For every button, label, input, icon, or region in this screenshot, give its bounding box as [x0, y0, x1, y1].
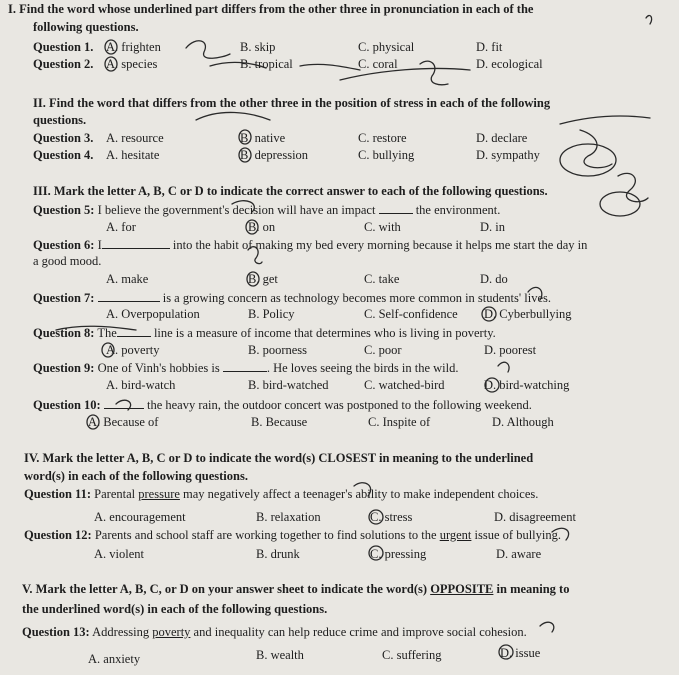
q4-option-a[interactable]: A. hesitate [106, 148, 160, 162]
q13-label: Question 13: [22, 625, 90, 639]
q1-option-a[interactable]: A. frighten [106, 40, 161, 54]
q11-option-a[interactable]: A. encouragement [94, 510, 186, 524]
section-2-heading-cont: questions. [33, 113, 87, 127]
q9-option-d[interactable]: D. bird-watching [484, 378, 570, 392]
q4-label: Question 4. [33, 148, 94, 162]
q3-option-c[interactable]: C. restore [358, 131, 407, 145]
q10-option-b[interactable]: B. Because [251, 415, 308, 429]
q6-option-c[interactable]: C. take [364, 272, 400, 286]
q3-option-d[interactable]: D. declare [476, 131, 528, 145]
q12-option-b[interactable]: B. drunk [256, 547, 300, 561]
q5-option-d[interactable]: D. in [480, 220, 505, 234]
q12-option-d[interactable]: D. aware [496, 547, 542, 561]
q3-option-a[interactable]: A. resource [106, 131, 164, 145]
scribble-q9 [498, 362, 509, 372]
q6-option-b[interactable]: B. get [248, 272, 278, 286]
stroke-right-q3 [560, 116, 650, 124]
section-4-heading-cont: word(s) in each of the following questions. [24, 469, 248, 483]
scribble-q2b [420, 61, 448, 85]
q12-stem [24, 528, 561, 543]
q3-label: Question 3. [33, 131, 94, 145]
q9-text: One of Vinh's hobbies is [97, 361, 220, 375]
q5-option-a[interactable]: A. for [106, 220, 136, 234]
q7-label: Question 7: [33, 291, 95, 305]
q8-text-end: line is a measure of income that determines who is living in poverty. [153, 326, 496, 340]
q11-option-b[interactable]: B. relaxation [256, 510, 321, 524]
q12-text: Parents and school staff are working together to find solutions to the [94, 528, 437, 542]
section-4-heading: IV. Mark the letter A, B, C or D to indicate the word(s) CLOSEST in meaning to the underlined [24, 451, 534, 465]
q10-option-a[interactable]: A. Because of [88, 415, 159, 429]
q2-option-d[interactable]: D. ecological [476, 57, 543, 71]
q10-blank[interactable] [104, 397, 144, 409]
q7-blank[interactable] [98, 290, 160, 302]
q8-label: Question 8: [33, 326, 95, 340]
q13-option-d[interactable]: D. issue [500, 646, 541, 660]
q12-option-a[interactable]: A. violent [94, 547, 144, 561]
scribble-oval-q5 [600, 192, 640, 216]
q5-text: I believe the government's decision will have an impact [97, 203, 376, 217]
section-1-heading: I. Find the word whose underlined part differs from the other three in pronunciation in each of the [8, 2, 534, 16]
section-5-heading-cont: the underlined word(s) in each of the following questions. [22, 602, 328, 616]
scribble-oval-right [560, 144, 616, 176]
q5-option-c[interactable]: C. with [364, 220, 401, 234]
q1-label: Question 1. [33, 40, 94, 54]
scribble-q4 [580, 130, 612, 168]
q10-text: the heavy rain, the outdoor concert was postponed to the following weekend. [146, 398, 532, 412]
section-1-heading-cont: following questions. [33, 20, 139, 34]
q1-option-d[interactable]: D. fit [476, 40, 503, 54]
scribble-q13 [540, 622, 554, 632]
q8-option-a[interactable]: A. poverty [106, 343, 160, 357]
q13-stem [22, 625, 527, 640]
q11-option-d[interactable]: D. disagreement [494, 510, 576, 524]
section-2-heading: II. Find the word that differs from the other three in the position of stress in each of the following [33, 96, 551, 110]
q9-text-end: . He loves seeing the birds in the wild. [266, 361, 459, 375]
q11-text-end: may negatively affect a teenager's ability to make independent choices. [183, 487, 539, 501]
q9-blank[interactable] [223, 360, 267, 372]
q7-option-c[interactable]: C. Self-confidence [364, 307, 458, 321]
q6-blank[interactable] [102, 237, 170, 249]
q4-option-c[interactable]: C. bullying [358, 148, 415, 162]
section-3-heading: III. Mark the letter A, B, C or D to indicate the correct answer to each of the following questions. [33, 184, 548, 198]
q10-option-d[interactable]: D. Although [492, 415, 554, 429]
q6-option-d[interactable]: D. do [480, 272, 508, 286]
q12-underlined-word: urgent [439, 528, 472, 542]
q10-option-c[interactable]: C. Inspite of [368, 415, 431, 429]
q10-label: Question 10: [33, 398, 101, 412]
q6-text-end: into the habit of making my bed every morning because it helps me start the day in [172, 238, 588, 252]
q11-text: Parental [94, 487, 136, 501]
q2-option-c[interactable]: C. coral [358, 57, 398, 71]
q4-option-b[interactable]: B. depression [240, 148, 309, 162]
q7-stem [33, 290, 551, 306]
q9-label: Question 9: [33, 361, 95, 375]
q8-option-c[interactable]: C. poor [364, 343, 402, 357]
q11-underlined-word: pressure [138, 487, 180, 501]
q12-option-c[interactable]: C. pressing [370, 547, 427, 561]
q6-stem [33, 237, 587, 253]
section-5-heading [22, 582, 569, 597]
q5-text-end: the environment. [415, 203, 501, 217]
q7-option-a[interactable]: A. Overpopulation [106, 307, 200, 321]
q2-option-a[interactable]: A. species [106, 57, 158, 71]
q5-label: Question 5: [33, 203, 95, 217]
q6-option-a[interactable]: A. make [106, 272, 149, 286]
q9-option-c[interactable]: C. watched-bird [364, 378, 445, 392]
q8-stem [33, 325, 496, 341]
q9-stem [33, 360, 458, 376]
scribble-q3 [196, 112, 270, 120]
scribble-q5-right [618, 173, 648, 201]
q6-label: Question 6: [33, 238, 95, 252]
q9-option-b[interactable]: B. bird-watched [248, 378, 329, 392]
scribble-q1 [186, 41, 230, 59]
q13-text-end: and inequality can help reduce crime and improve social cohesion. [193, 625, 527, 639]
q4-option-d[interactable]: D. sympathy [476, 148, 540, 162]
section-5-heading-text: V. Mark the letter A, B, C, or D on your answer sheet to indicate the word(s) [22, 582, 428, 596]
q13-option-c[interactable]: C. suffering [382, 648, 442, 662]
q10-stem [33, 397, 532, 413]
q11-option-c[interactable]: C. stress [370, 510, 413, 524]
section-5-opposite: OPPOSITE [430, 582, 494, 596]
q12-label: Question 12: [24, 528, 92, 542]
q13-underlined-word: poverty [152, 625, 191, 639]
q1-option-b[interactable]: B. skip [240, 40, 276, 54]
q13-text: Addressing [92, 625, 150, 639]
q11-label: Question 11: [24, 487, 92, 501]
q13-option-b[interactable]: B. wealth [256, 648, 304, 662]
q9-option-a[interactable]: A. bird-watch [106, 378, 176, 392]
q8-option-b[interactable]: B. poorness [248, 343, 308, 357]
section-5-heading-end: in meaning to [496, 582, 570, 596]
q5-blank[interactable] [379, 202, 413, 214]
q8-option-d[interactable]: D. poorest [484, 343, 537, 357]
q5-option-b[interactable]: B. on [248, 220, 276, 234]
scribble-top-right [646, 16, 652, 24]
q5-stem [33, 202, 500, 218]
q6-text: I [97, 238, 102, 252]
q2-option-b[interactable]: B. tropical [240, 57, 293, 71]
q11-stem [24, 487, 538, 502]
q3-option-b[interactable]: B. native [240, 131, 286, 145]
q6-text-cont: a good mood. [33, 254, 102, 268]
q7-text: is a growing concern as technology becomes more common in students' lives. [162, 291, 551, 305]
q7-option-b[interactable]: B. Policy [248, 307, 295, 321]
q8-text: The [97, 326, 117, 340]
q1-option-c[interactable]: C. physical [358, 40, 415, 54]
q13-option-a[interactable]: A. anxiety [88, 652, 141, 666]
q12-text-end: issue of bullying. [474, 528, 561, 542]
q2-label: Question 2. [33, 57, 94, 71]
q7-option-d[interactable]: D. Cyberbullying [484, 307, 572, 321]
q8-blank[interactable] [117, 325, 151, 337]
